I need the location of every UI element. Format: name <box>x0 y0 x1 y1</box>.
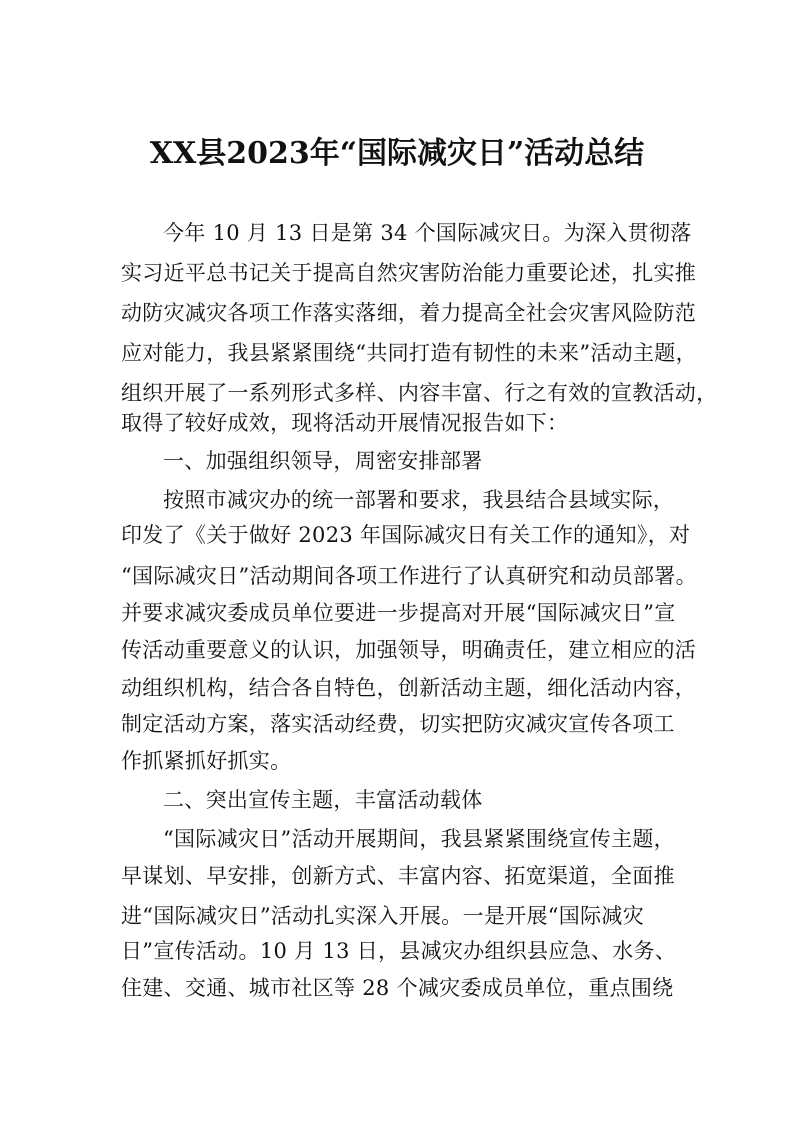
document-title: XX县2023年“国际减灾日”活动总结 <box>149 136 645 171</box>
paragraph-line: 作抓紧抓好抓实。 <box>121 749 292 773</box>
paragraph-line: 并要求减灾委成员单位要进一步提高对开展“国际减灾日”宣 <box>121 601 676 625</box>
section-heading: 一、加强组织领导，周密安排部署 <box>163 449 483 473</box>
paragraph-line: 印发了《关于做好 2023 年国际减灾日有关工作的通知》，对 <box>121 523 691 547</box>
paragraph-line: 动防灾减灾各项工作落实落细，着力提高全社会灾害风险防范 <box>121 301 697 325</box>
paragraph-line: 组织开展了一系列形式多样、内容丰富、行之有效的宣教活动， <box>121 381 718 405</box>
paragraph-line: 制定活动方案，落实活动经费，切实把防灾减灾宣传各项工 <box>121 712 675 736</box>
paragraph-line: 早谋划、早安排，创新方式、丰富内容、拓宽渠道，全面推 <box>121 864 675 888</box>
paragraph-line: 按照市减灾办的统一部署和要求，我县结合县域实际， <box>163 488 675 512</box>
section-heading: 二、突出宣传主题，丰富活动载体 <box>163 788 483 812</box>
paragraph-line: 实习近平总书记关于提高自然灾害防治能力重要论述，扎实推 <box>121 261 697 285</box>
paragraph-line: 进“国际减灾日”活动扎实深入开展。一是开展“国际减灾 <box>121 904 645 928</box>
paragraph-line: “国际减灾日”活动期间各项工作进行了认真研究和动员部署。 <box>121 564 697 588</box>
paragraph-line: 住建、交通、城市社区等 28 个减灾委成员单位，重点围绕 <box>121 976 674 1000</box>
paragraph-line: 今年 10 月 13 日是第 34 个国际减灾日。为深入贯彻落 <box>163 221 692 245</box>
paragraph-line: 日”宣传活动。10 月 13 日，县减灾办组织县应急、水务、 <box>121 939 677 963</box>
paragraph-line: 传活动重要意义的认识，加强领导，明确责任，建立相应的活 <box>121 638 697 662</box>
paragraph-line: 应对能力，我县紧紧围绕“共同打造有韧性的未来”活动主题， <box>121 341 697 365</box>
paragraph-line: 动组织机构，结合各自特色，创新活动主题，细化活动内容， <box>121 676 697 700</box>
paragraph-line: “国际减灾日”活动开展期间，我县紧紧围绕宣传主题， <box>163 827 675 851</box>
paragraph-line: 取得了较好成效，现将活动开展情况报告如下： <box>121 411 569 435</box>
